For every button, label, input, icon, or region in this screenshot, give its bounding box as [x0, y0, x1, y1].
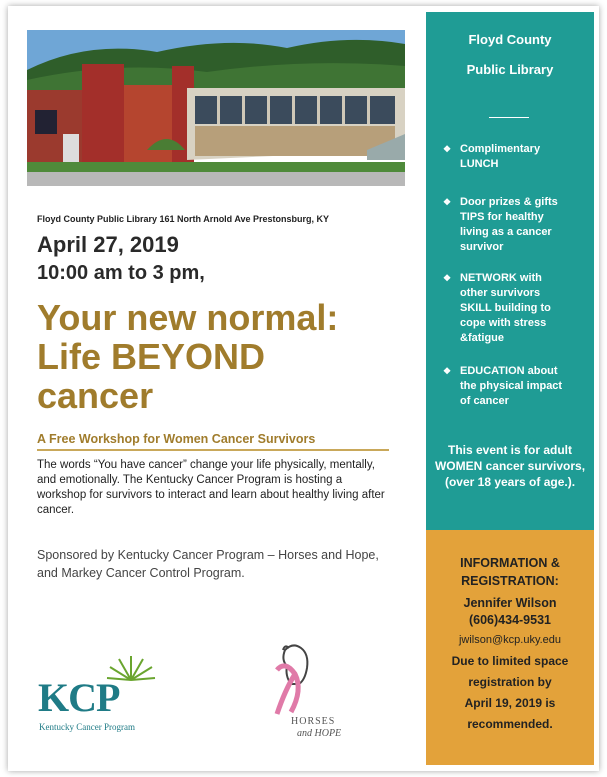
library-photo: [27, 30, 405, 186]
diamond-bullet-icon: ❖: [443, 273, 452, 283]
kcp-letters: KCP: [38, 675, 120, 720]
bullet-text: living as a cancer: [460, 226, 552, 238]
bullet-text: LUNCH: [460, 158, 499, 170]
contact-email[interactable]: jwilson@kcp.uky.edu: [458, 634, 562, 646]
diamond-bullet-icon: ❖: [443, 144, 452, 154]
bullet-text: survivor: [460, 241, 504, 253]
bullet-text: Complimentary: [460, 143, 541, 155]
headline: [37, 298, 407, 415]
bullet-text: &fatigue: [460, 332, 504, 344]
panel-divider: [489, 117, 529, 118]
notice-line-4: recommended.: [467, 717, 553, 731]
bullet-network: [443, 271, 586, 349]
contact-phone: (606)434-9531: [468, 613, 551, 627]
subtitle-underline: [37, 449, 389, 451]
horse-ribbon-icon: [255, 640, 365, 720]
registration-panel: [426, 530, 594, 765]
sponsor-text: Sponsored by Kentucky Cancer Program – Horses and Hope, and Markey Cancer Control Program.: [37, 548, 379, 580]
bullet-text: of cancer: [460, 395, 509, 407]
bullet-text: other survivors: [460, 287, 541, 299]
bullet-lunch: [443, 142, 586, 174]
panel-title-2: Public Library: [466, 62, 554, 77]
bullet-text: EDUCATION about: [460, 365, 558, 377]
hope-text: and HOPE: [297, 728, 342, 739]
kcp-subtitle: Kentucky Cancer Program: [39, 722, 135, 732]
bullet-text: TIPS for healthy: [460, 211, 544, 223]
kcp-logo: [38, 652, 158, 742]
panel-title-1: Floyd County: [468, 32, 552, 47]
bullet-door-prizes: [443, 195, 586, 257]
bullet-text: the physical impact: [460, 380, 563, 392]
headline-line-2: Life BEYOND: [37, 336, 266, 377]
intro-paragraph: The words “You have cancer” change your life physically, mentally, and emotionally. The Kentucky Cancer Program is hosting a workshop for survivors to interact and learn about healthy living after cancer.: [37, 459, 385, 516]
bullet-text: NETWORK with: [460, 272, 542, 284]
bullet-text: SKILL building to: [460, 302, 551, 314]
horses-text: HORSES: [291, 716, 336, 727]
bullet-text: Door prizes & gifts: [460, 196, 558, 208]
notice-line-1: Due to limited space: [451, 654, 569, 668]
event-date: April 27, 2019: [37, 232, 179, 257]
eligibility-note: This event is for adult WOMEN cancer survivors, (over 18 years of age.).: [434, 443, 586, 489]
workshop-subtitle: A Free Workshop for Women Cancer Survivors: [37, 432, 316, 446]
headline-line-3: cancer: [37, 375, 154, 416]
info-heading: INFORMATION &: [460, 556, 560, 570]
headline-line-1: Your new normal:: [37, 297, 339, 338]
horses-and-hope-logo: [255, 640, 365, 750]
bullet-text: cope with stress: [460, 317, 547, 329]
registration-heading: REGISTRATION:: [461, 574, 559, 588]
diamond-bullet-icon: ❖: [443, 197, 452, 207]
notice-line-3: April 19, 2019 is: [464, 696, 556, 710]
bullet-education: [443, 364, 586, 412]
diamond-bullet-icon: ❖: [443, 366, 452, 376]
info-panel-teal: [426, 12, 594, 530]
notice-line-2: registration by: [468, 675, 552, 689]
event-time: 10:00 am to 3 pm,: [37, 262, 205, 284]
contact-name: Jennifer Wilson: [463, 596, 557, 610]
event-address: Floyd County Public Library 161 North Arnold Ave Prestonsburg, KY: [37, 214, 330, 224]
